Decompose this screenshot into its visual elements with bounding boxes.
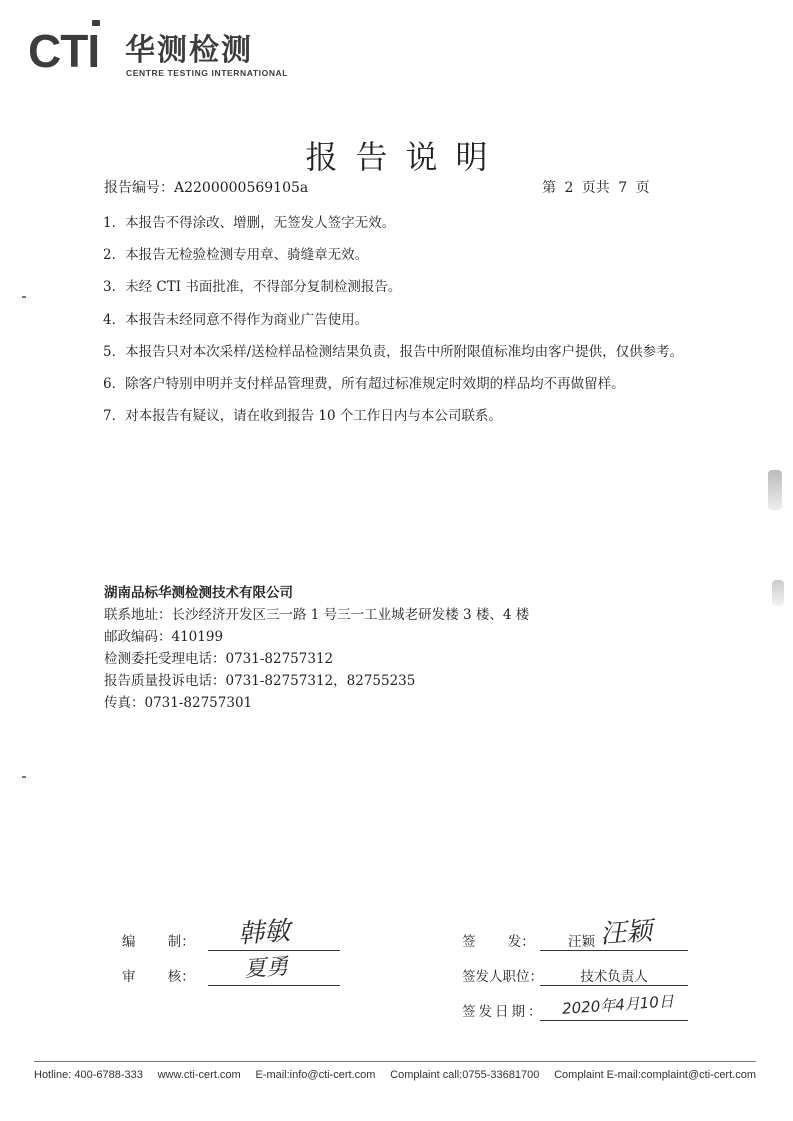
scan-edge-mark bbox=[772, 580, 784, 606]
note-item: 4．本报告未经同意不得作为商业广告使用。 bbox=[103, 311, 369, 328]
company-logo-english: CENTRE TESTING INTERNATIONAL bbox=[126, 68, 289, 78]
note-item: 1．本报告不得涂改、增删，无签发人签字无效。 bbox=[103, 215, 396, 231]
note-item: 6．除客户特别申明并支付样品管理费，所有超过标准规定时效期的样品均不再做留样。 bbox=[103, 375, 625, 392]
footer-website: www.cti-cert.com bbox=[157, 1069, 241, 1081]
note-item: 5．本报告只对本次采样/送检样品检测结果负责，报告中所附限值标准均由客户提供，仅供参考。 bbox=[103, 343, 684, 360]
note-item: 7．对本报告有疑议，请在收到报告 10 个工作日内与本公司联系。 bbox=[103, 408, 502, 425]
contact-hotline: 检测委托受理电话：0731-82757312 bbox=[104, 651, 334, 667]
issuer-signature: 汪颖 bbox=[599, 916, 654, 950]
page-title: 报告说明 bbox=[305, 138, 506, 176]
scan-edge-mark bbox=[768, 470, 782, 510]
contact-block bbox=[104, 582, 529, 714]
footer-complaint-call: Complaint call:0755-33681700 bbox=[390, 1069, 540, 1081]
report-number: 报告编号：A2200000569105a bbox=[104, 180, 309, 196]
reviewer-label: 审 核： bbox=[122, 969, 195, 985]
editor-label: 编 制： bbox=[122, 934, 195, 950]
contact-fax: 传真：0731-82757301 bbox=[104, 695, 253, 711]
scan-mark bbox=[22, 296, 26, 298]
footer-email: E-mail:info@cti-cert.com bbox=[255, 1069, 376, 1081]
issue-date: 2020年4月10日 bbox=[561, 992, 675, 1018]
issuer-position-label: 签发人职位： bbox=[462, 969, 543, 985]
footer-hotline: Hotline: 400-6788-333 bbox=[34, 1069, 143, 1081]
footer-divider bbox=[34, 1061, 756, 1062]
issuer-position-line bbox=[540, 985, 688, 986]
note-item: 2．本报告无检验检测专用章、骑缝章无效。 bbox=[103, 247, 369, 264]
issuer-label: 签 发： bbox=[462, 934, 535, 950]
contact-complaint-phone: 报告质量投诉电话：0731-82757312，82755235 bbox=[104, 673, 416, 689]
issuer-position: 技术负责人 bbox=[580, 969, 648, 985]
issuer-signature-line bbox=[540, 950, 688, 951]
issue-date-line bbox=[540, 1020, 688, 1021]
contact-address: 联系地址：长沙经济开发区三一路 1 号三一工业城老研发楼 3 楼、4 楼 bbox=[104, 607, 530, 623]
footer-complaint-email: Complaint E-mail:complaint@cti-cert.com bbox=[554, 1069, 756, 1081]
company-name: 湖南品标华测检测技术有限公司 bbox=[104, 585, 293, 601]
note-item: 3．未经 CTI 书面批准，不得部分复制检测报告。 bbox=[103, 279, 402, 296]
company-logo-latin: CTI bbox=[28, 25, 100, 77]
editor-signature: 韩敏 bbox=[237, 916, 292, 950]
reviewer-signature-line bbox=[208, 985, 340, 986]
scan-mark bbox=[22, 776, 26, 778]
company-logo-chinese: 华测检测 bbox=[125, 33, 253, 68]
report-notes-list bbox=[103, 210, 683, 435]
issue-date-label: 签发日期： bbox=[462, 1004, 545, 1020]
contact-postcode: 邮政编码：410199 bbox=[104, 629, 224, 645]
issuer-name: 汪颖 bbox=[568, 934, 595, 950]
page-info: 第 2 页共 7 页 bbox=[542, 180, 650, 196]
reviewer-signature: 夏勇 bbox=[243, 954, 289, 983]
footer bbox=[34, 1069, 756, 1081]
